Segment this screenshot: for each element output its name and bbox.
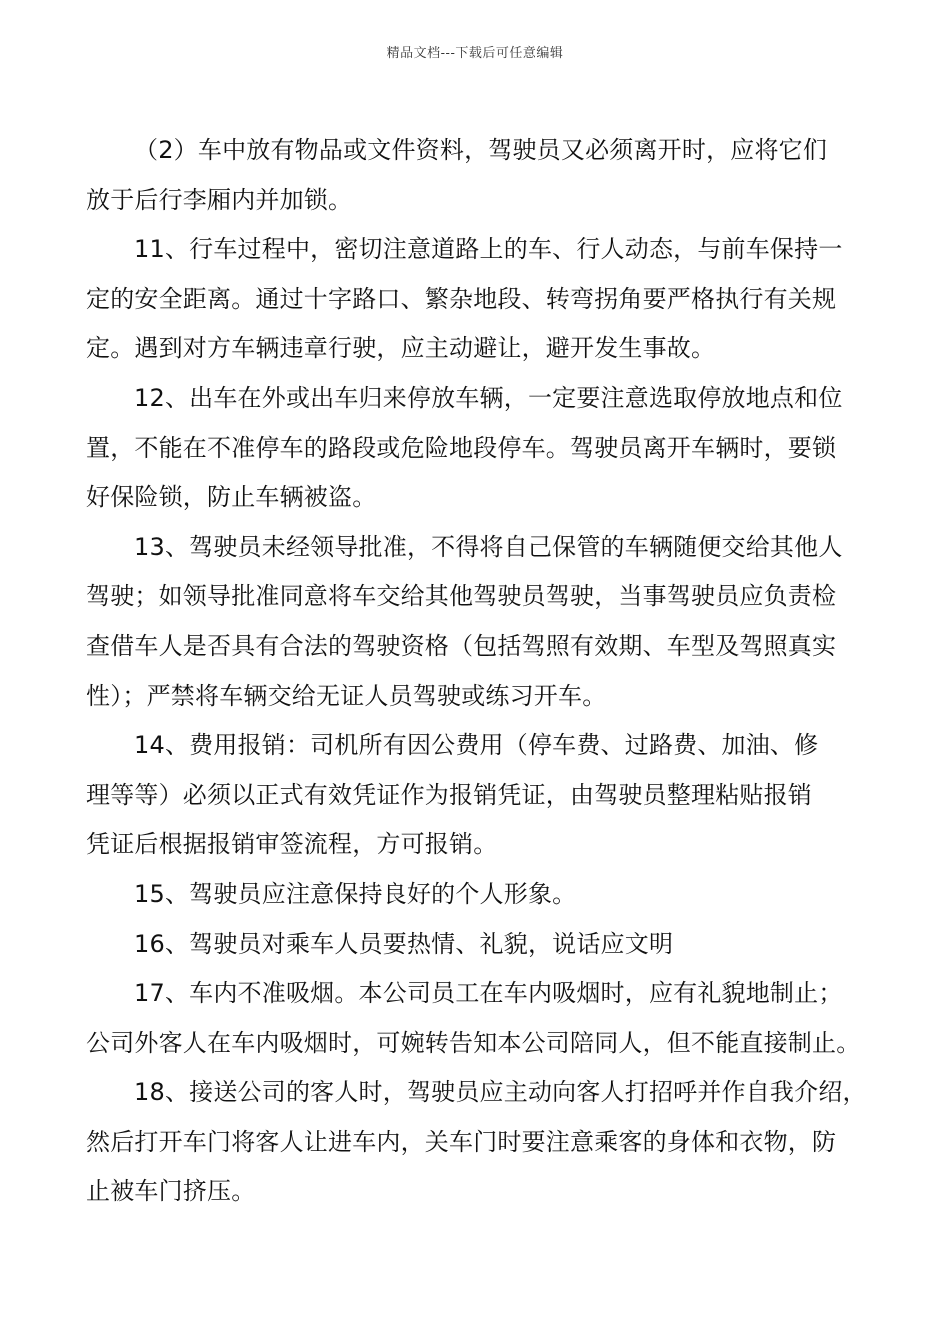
text-line: 11、行车过程中，密切注意道路上的车、行人动态，与前车保持一 bbox=[134, 235, 843, 264]
page-header: 精品文档---下载后可任意编辑 bbox=[386, 46, 564, 61]
paragraph-item-18 bbox=[86, 1068, 898, 1217]
text-line: 凭证后根据报销审签流程，方可报销。 bbox=[86, 830, 498, 859]
paragraph-item-12 bbox=[86, 374, 898, 523]
text-line: 置，不能在不准停车的路段或危险地段停车。驾驶员离开车辆时，要锁 bbox=[86, 433, 837, 462]
text-line: 公司外客人在车内吸烟时，可婉转告知本公司陪同人，但不能直接制止。 bbox=[86, 1028, 861, 1057]
paragraph-item-17 bbox=[86, 969, 898, 1068]
text-line: 放于后行李厢内并加锁。 bbox=[86, 185, 353, 214]
text-line: 14、费用报销：司机所有因公费用（停车费、过路费、加油、修 bbox=[134, 731, 819, 760]
paragraph-item-2 bbox=[86, 126, 898, 225]
text-line: （2）车中放有物品或文件资料，驾驶员又必须离开时，应将它们 bbox=[134, 136, 828, 164]
text-line: 然后打开车门将客人让进车内，关车门时要注意乘客的身体和衣物，防 bbox=[86, 1127, 837, 1156]
text-line: 驾驶；如领导批准同意将车交给其他驾驶员驾驶，当事驾驶员应负责检 bbox=[86, 582, 837, 611]
text-line: 定的安全距离。通过十字路口、繁杂地段、转弯拐角要严格执行有关规 bbox=[86, 284, 837, 313]
text-line: 12、出车在外或出车归来停放车辆，一定要注意选取停放地点和位 bbox=[134, 383, 843, 412]
text-line: 13、驾驶员未经领导批准，不得将自己保管的车辆随便交给其他人 bbox=[134, 532, 843, 561]
paragraph-item-14 bbox=[86, 721, 898, 870]
text-line: 性）；严禁将车辆交给无证人员驾驶或练习开车。 bbox=[86, 681, 607, 710]
text-line: 15、驾驶员应注意保持良好的个人形象。 bbox=[134, 879, 577, 908]
document-body bbox=[86, 126, 898, 1217]
paragraph-item-16 bbox=[86, 920, 898, 970]
paragraph-item-15 bbox=[86, 870, 898, 920]
text-line: 止被车门挤压。 bbox=[86, 1177, 256, 1206]
text-line: 定。遇到对方车辆违章行驶，应主动避让，避开发生事故。 bbox=[86, 334, 716, 363]
text-line: 16、驾驶员对乘车人员要热情、礼貌，说话应文明 bbox=[134, 929, 674, 958]
text-line: 理等等）必须以正式有效凭证作为报销凭证，由驾驶员整理粘贴报销 bbox=[86, 780, 812, 809]
paragraph-item-13 bbox=[86, 523, 898, 721]
text-line: 18、接送公司的客人时，驾驶员应主动向客人打招呼并作自我介绍， bbox=[134, 1078, 867, 1107]
text-line: 好保险锁，防止车辆被盗。 bbox=[86, 483, 377, 512]
paragraph-item-11 bbox=[86, 225, 898, 374]
text-line: 17、车内不准吸烟。本公司员工在车内吸烟时，应有礼貌地制止； bbox=[134, 979, 843, 1008]
text-line: 查借车人是否具有合法的驾驶资格（包括驾照有效期、车型及驾照真实 bbox=[86, 631, 837, 660]
